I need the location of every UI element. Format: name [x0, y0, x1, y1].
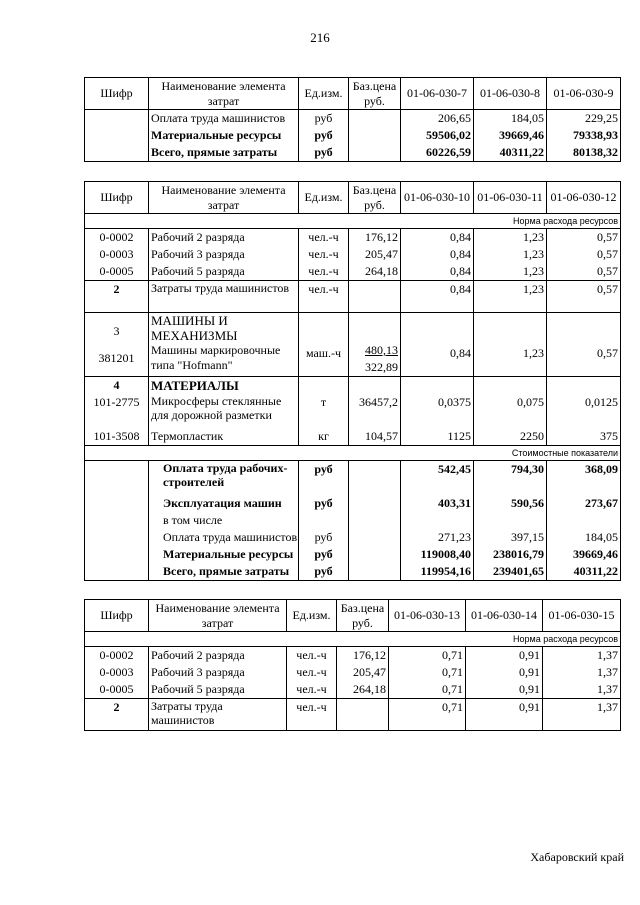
table-cell: [85, 110, 149, 128]
table-cell: [349, 377, 401, 395]
table-row: [85, 512, 621, 529]
table-cell: 0-0003: [85, 246, 149, 263]
table-cell: 229,25: [547, 110, 621, 128]
table-row: [85, 681, 621, 699]
table-cell: Рабочий 3 разряда: [149, 664, 287, 681]
table-cell: 80138,32: [547, 144, 621, 162]
table-cell: [349, 461, 401, 495]
header-unit: Ед.изм.: [299, 78, 349, 110]
table-cell: руб: [299, 144, 349, 162]
table-cell: руб: [299, 529, 349, 546]
table-cell: [349, 313, 401, 377]
table-cell: 1125: [401, 428, 474, 446]
table-cell: [349, 546, 401, 563]
table-cell: 40311,22: [547, 563, 621, 581]
cost-label: Стоимостные показатели: [85, 446, 621, 461]
table-cell: 0,57: [547, 246, 621, 263]
table-cell: 59506,02: [401, 127, 474, 144]
table-cell: [299, 377, 349, 395]
table-cell: 4: [85, 377, 149, 395]
table-cell: [547, 377, 621, 395]
machine-price-sub: 322,89: [365, 360, 398, 374]
table-row: [85, 127, 621, 144]
header-col-2: 01-06-030-8: [474, 78, 547, 110]
table-cell: Материальные ресурсы: [149, 546, 299, 563]
table-cell: 2: [85, 281, 149, 313]
table-cell: [337, 699, 389, 731]
header-col-1: 01-06-030-7: [401, 78, 474, 110]
table-cell: 0,91: [466, 681, 543, 699]
table-cell: 60226,59: [401, 144, 474, 162]
table-cell: Материальные ресурсы: [149, 127, 299, 144]
table-cell: 39669,46: [547, 546, 621, 563]
table-cell: в том числе: [149, 512, 299, 529]
table-cell: [349, 512, 401, 529]
header-col-2: 01-06-030-14: [466, 600, 543, 632]
table-cell: т: [299, 394, 349, 428]
table-cell: 0,71: [389, 664, 466, 681]
table-cell: 0,57: [547, 281, 621, 313]
table-cell: 1,23: [474, 246, 547, 263]
table-cell: [349, 127, 401, 144]
table-row: [85, 313, 621, 377]
table-cell: 0,57: [547, 263, 621, 281]
table-cell: [85, 313, 149, 377]
header-col-3: 01-06-030-15: [543, 600, 621, 632]
table-cell: [349, 281, 401, 313]
table-cell: 119954,16: [401, 563, 474, 581]
header-code: Шифр: [85, 78, 149, 110]
table-cell: чел.-ч: [299, 246, 349, 263]
table-row: [85, 394, 621, 428]
table-cell: 0,0375: [401, 394, 474, 428]
table-cell: руб: [299, 110, 349, 128]
table-cell: 0,84: [401, 313, 474, 377]
table-cell: чел.-ч: [287, 647, 337, 665]
norm-label: Норма расхода ресурсов: [85, 632, 621, 647]
table-cell: 0,91: [466, 647, 543, 665]
table-cell: 0,075: [474, 394, 547, 428]
table-cell: [85, 127, 149, 144]
table-cell: [349, 563, 401, 581]
table-cell: 2: [85, 699, 149, 731]
table-cell: чел.-ч: [287, 681, 337, 699]
header-unit: Ед.изм.: [287, 600, 337, 632]
table-cell: Оплата труда машинистов: [149, 529, 299, 546]
table-cell: МАТЕРИАЛЫ: [149, 377, 299, 395]
table-cell: 1,37: [543, 647, 621, 665]
table-cell: Рабочий 5 разряда: [149, 263, 299, 281]
table-cell: 1,37: [543, 664, 621, 681]
table-cell: [85, 461, 149, 495]
table-row: [85, 428, 621, 446]
table-cell: [85, 529, 149, 546]
table-cell: [85, 546, 149, 563]
table-cell: 0,84: [401, 263, 474, 281]
table-cell: 205,47: [337, 664, 389, 681]
table-cell: Оплата труда рабочих-строителей: [149, 461, 299, 495]
table-row: [85, 461, 621, 495]
table-cell: 0,57: [547, 313, 621, 377]
table-cell: [85, 563, 149, 581]
table-cell: 0,91: [466, 664, 543, 681]
header-col-3: 01-06-030-12: [547, 182, 621, 214]
header-price: Баз.цена руб.: [349, 78, 401, 110]
table-cell: чел.-ч: [299, 281, 349, 313]
table-cell: руб: [299, 461, 349, 495]
table-cell: [85, 495, 149, 512]
machine-name: Машины маркировочные типа "Hofmann": [151, 343, 281, 372]
machine-price: 480,13: [365, 343, 398, 357]
header-price: Баз.цена руб.: [337, 600, 389, 632]
table-row: [85, 529, 621, 546]
table-cell: [299, 512, 349, 529]
table-cell: 79338,93: [547, 127, 621, 144]
table-cell: [149, 313, 299, 377]
table-cell: 0,84: [401, 229, 474, 247]
table-row: [85, 246, 621, 263]
table-cell: [474, 377, 547, 395]
table-cell: Всего, прямые затраты: [149, 563, 299, 581]
table-row: [85, 647, 621, 665]
table-row: [85, 699, 621, 731]
table-row: [85, 110, 621, 128]
page-number: 216: [310, 30, 330, 45]
header-col-3: 01-06-030-9: [547, 78, 621, 110]
table-cell: 264,18: [349, 263, 401, 281]
table-row: [85, 664, 621, 681]
table-cell: [474, 512, 547, 529]
table-row: [85, 229, 621, 247]
table-cell: руб: [299, 127, 349, 144]
machine-code: 381201: [98, 350, 135, 365]
header-name: Наименование элемента затрат: [149, 600, 287, 632]
table-cell: [349, 529, 401, 546]
table-cell: [349, 110, 401, 128]
table-cell: 590,56: [474, 495, 547, 512]
table-cell: Затраты труда машинистов: [149, 699, 287, 731]
table-cell: руб: [299, 563, 349, 581]
table-cell: 176,12: [337, 647, 389, 665]
section-title: МАШИНЫ И МЕХАНИЗМЫ: [151, 313, 238, 343]
table-cell: 0,84: [401, 281, 474, 313]
header-price: Баз.цена руб.: [349, 182, 401, 214]
table-cell: 119008,40: [401, 546, 474, 563]
table-cell: 273,67: [547, 495, 621, 512]
table-cell: 1,23: [474, 281, 547, 313]
table-cell: 1,23: [474, 313, 547, 377]
table-cell: Термопластик: [149, 428, 299, 446]
table-cell: 0,71: [389, 699, 466, 731]
table-cell: 0,57: [547, 229, 621, 247]
table-cell: [349, 144, 401, 162]
table-cell: 0,84: [401, 246, 474, 263]
table-cell: 0-0002: [85, 229, 149, 247]
table-row: [85, 495, 621, 512]
table-cell: Всего, прямые затраты: [149, 144, 299, 162]
table-cell: 1,23: [474, 263, 547, 281]
table-cell: чел.-ч: [287, 664, 337, 681]
header-col-1: 01-06-030-13: [389, 600, 466, 632]
table-cell: 368,09: [547, 461, 621, 495]
table-cell: чел.-ч: [287, 699, 337, 731]
norm-label: Норма расхода ресурсов: [85, 214, 621, 229]
table-cell: 1,23: [474, 229, 547, 247]
table-cell: руб: [299, 546, 349, 563]
table-cell: 104,57: [349, 428, 401, 446]
table-cell: Рабочий 5 разряда: [149, 681, 287, 699]
table-cell: 238016,79: [474, 546, 547, 563]
table-row: [85, 546, 621, 563]
table-cell: 0,71: [389, 681, 466, 699]
table-cell: 397,15: [474, 529, 547, 546]
table-cell: 101-2775: [85, 394, 149, 428]
table-cell: 0,0125: [547, 394, 621, 428]
table-cell: 375: [547, 428, 621, 446]
table-cell: Рабочий 2 разряда: [149, 229, 299, 247]
table-cell: 40311,22: [474, 144, 547, 162]
table-cell: 0-0005: [85, 263, 149, 281]
table-cell: Оплата труда машинистов: [149, 110, 299, 128]
table-cell: [401, 377, 474, 395]
table-cell: 403,31: [401, 495, 474, 512]
table-cell: [547, 512, 621, 529]
table-cell: руб: [299, 495, 349, 512]
table-1: [84, 77, 621, 162]
table-cell: 205,47: [349, 246, 401, 263]
table-cell: 0-0005: [85, 681, 149, 699]
table-cell: чел.-ч: [299, 263, 349, 281]
table-cell: [85, 144, 149, 162]
table-cell: 206,65: [401, 110, 474, 128]
table-row: [85, 281, 621, 313]
section-number: 3: [113, 323, 120, 338]
table-cell: чел.-ч: [299, 229, 349, 247]
table-cell: 1,37: [543, 699, 621, 731]
footer-region: Хабаровский край: [530, 850, 624, 864]
table-3: [84, 599, 621, 731]
table-row: [85, 563, 621, 581]
table-cell: 101-3508: [85, 428, 149, 446]
table-row: [85, 144, 621, 162]
table-cell: кг: [299, 428, 349, 446]
header-code: Шифр: [85, 600, 149, 632]
table-cell: 176,12: [349, 229, 401, 247]
table-cell: Рабочий 3 разряда: [149, 246, 299, 263]
header-code: Шифр: [85, 182, 149, 214]
table-cell: 239401,65: [474, 563, 547, 581]
header-col-2: 01-06-030-11: [474, 182, 547, 214]
table-cell: 264,18: [337, 681, 389, 699]
table-cell: 2250: [474, 428, 547, 446]
header-col-1: 01-06-030-10: [401, 182, 474, 214]
table-cell: Эксплуатация машин: [149, 495, 299, 512]
table-cell: 184,05: [547, 529, 621, 546]
table-cell: 0-0003: [85, 664, 149, 681]
table-cell: [401, 512, 474, 529]
table-cell: [85, 512, 149, 529]
header-name: Наименование элемента затрат: [149, 78, 299, 110]
table-cell: маш.-ч: [299, 313, 349, 377]
table-cell: [349, 495, 401, 512]
header-unit: Ед.изм.: [299, 182, 349, 214]
table-cell: Микросферы стеклянные для дорожной разметки: [149, 394, 299, 428]
table-cell: 0-0002: [85, 647, 149, 665]
table-cell: 36457,2: [349, 394, 401, 428]
table-row: [85, 263, 621, 281]
table-cell: 1,37: [543, 681, 621, 699]
table-cell: 184,05: [474, 110, 547, 128]
table-cell: 542,45: [401, 461, 474, 495]
table-cell: 0,91: [466, 699, 543, 731]
table-cell: 271,23: [401, 529, 474, 546]
table-cell: Рабочий 2 разряда: [149, 647, 287, 665]
table-2: [84, 181, 621, 581]
header-name: Наименование элемента затрат: [149, 182, 299, 214]
table-cell: 0,71: [389, 647, 466, 665]
table-cell: Затраты труда машинистов: [149, 281, 299, 313]
table-cell: 794,30: [474, 461, 547, 495]
table-row: [85, 377, 621, 395]
table-cell: 39669,46: [474, 127, 547, 144]
